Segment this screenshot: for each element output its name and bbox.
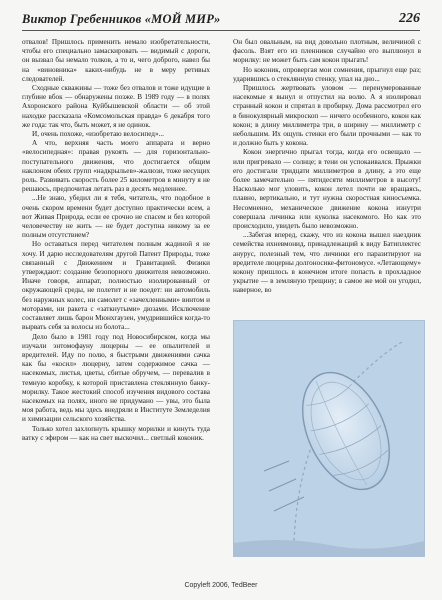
paragraph: Кокон энергично прыгал тогда, когда его освещало — или пригревало — солнце; в тени он успокаивался. Прыжки его достигали тридцати миллиметров в длину, а это еще более замечательно — пятидесяти миллиметров в высоту! Насколько мог уловить, кокон летел почти не вращаясь, плавно, вертикально, и тут нужна скоростная киносъемка. Несомненно, механическое движение кокона изнутри совершала личинка или куколка насекомого. Но как это происходило, увидеть было невозможно. xyxy=(233,148,421,231)
page-number: 226 xyxy=(399,11,420,26)
right-text-column xyxy=(233,38,421,295)
paragraph: Сходные скважины — тоже без отвалов и тоже идущие в глубине вбок — обнаружены позже. В 1989 году — в полях Ахоронского района Куйбышевской области — об этой находке рассказала «Комсомольская правда» 6 декабря того же года: так что, быть может, я не одинок. xyxy=(22,84,210,129)
copyright-footer: Copyleft 2006, TedBeer xyxy=(184,582,258,589)
paragraph: ...Забегая вперед, скажу, что из кокона вышел наездник семейства ихневмонид, принадлежащий к виду Батиплектес анурус, полезный тем, что личинки его паразитируют на вредителе люцерны долгоносике-фитономусе. «Летающему» кокону пришлось в конечном итоге попасть в прохладное укрытие — в земляную трещину; в самое же мой он угодил, наверное, во xyxy=(233,231,421,295)
illustration-flying-cocoon xyxy=(233,320,425,557)
cocoon-drawing xyxy=(234,321,424,556)
paragraph: Но оставаться перед читателем полным жадиной я не хочу. И дарю исследователям другой Патент Природы, тоже связанный с Движением и Гравитацией. Физики утверждают: создание безопорного движителя невозможно. Иначе говоря, аппарат, полностью изолированный от окружающей среды, не полетит и не поедет: ни автомобиль без наружных колес, ни самолет с «зачехленными» винтом и моторами, ни ракета с «заткнутыми» дюзами. Исключение составляет лишь барон Мюнхгаузен, умудрившийся когда-то вырвать себя за волосы из болота... xyxy=(22,240,210,332)
paragraph: ...Не знаю, убедил ли я тебя, читатель, что подобное в очень скором времени будет доступно практически всем, а вот Живая Природа, если ее срочно не спасем и без которой человечеству не жить — не будет доступна никому за ее полным отсутствием? xyxy=(22,194,210,240)
paragraph: Дело было в 1981 году под Новосибирском, когда мы изучали энтомофауну люцерны — ее опылителей и вредителей. Иду по полю, я быстрыми движениями сачка как бы «косил» люцерну, затем содержимое сачка — насекомых, листья, цветы, сбитые обручем, — перевалив в темную коробку, к которой приставлена стеклянную банку-морилку. Такое жестокий способ изучения видового состава насекомых на полях, иного не придумано — увы, это была моя работа, ведь мы здесь внедряли в Институте Земледелия и химизации сельского хозяйства. xyxy=(22,332,210,424)
paragraph: Пришлось жертвовать уловом — перенумерованные насекомые я вынул и отпустил на волю. А я изолировал странный кокон и спрятал в пробирку. Дома рассмотрел его в бинокулярный микроскоп — ничего особенного, кокон как кокон; в длину миллиметра три, в ширину — миллиметр с небольшим. Их ощупь стенки его были прочными — как то и должно быть у кокона. xyxy=(233,84,421,148)
left-text-column xyxy=(22,38,210,558)
page-header xyxy=(22,12,420,31)
paragraph: Но коконик, опровергая мои сомнения, прыгнул еще раз; ударившись о стеклянную стенку, упал на дно... xyxy=(233,65,421,83)
paragraph: И, очень похоже, «изобретаю велосипед»... xyxy=(32,130,164,139)
paragraph: отвалов! Пришлось применить немало изобретательности, чтобы его специально замаскировать — видимый с дороги, он вызвал бы немало толков, а то и, чего доброго, навел бы на «виновника» каких-нибудь не в меру ретивых следователей. xyxy=(22,38,210,83)
paragraph: А что, верхняя часть моего аппарата и верно «велосипедная»: правая рукоять — для горизонтально-поступательного движения, что достигается общим наклоном обеих групп «надкрыльев»-жалюзи, тоже несущих роль. Развивать скорость более 25 километров в минуту я не решаюсь, предпочитая летать раз в десять медленнее. xyxy=(22,139,210,194)
running-title: Виктор Гребенников «МОЙ МИР» xyxy=(22,12,221,26)
paragraph: Только хотел захлопнуть крышку морилки и кинуть туда ватку с эфиром — как на свет выскочил... светлый коконик. xyxy=(22,424,210,442)
paragraph: Он был овальным, на вид довольно плотным, величиной с фасоль. Взят его из пленников случайно его выплюнул в морилку: не может быть сам кокон прыгать! xyxy=(233,38,421,65)
